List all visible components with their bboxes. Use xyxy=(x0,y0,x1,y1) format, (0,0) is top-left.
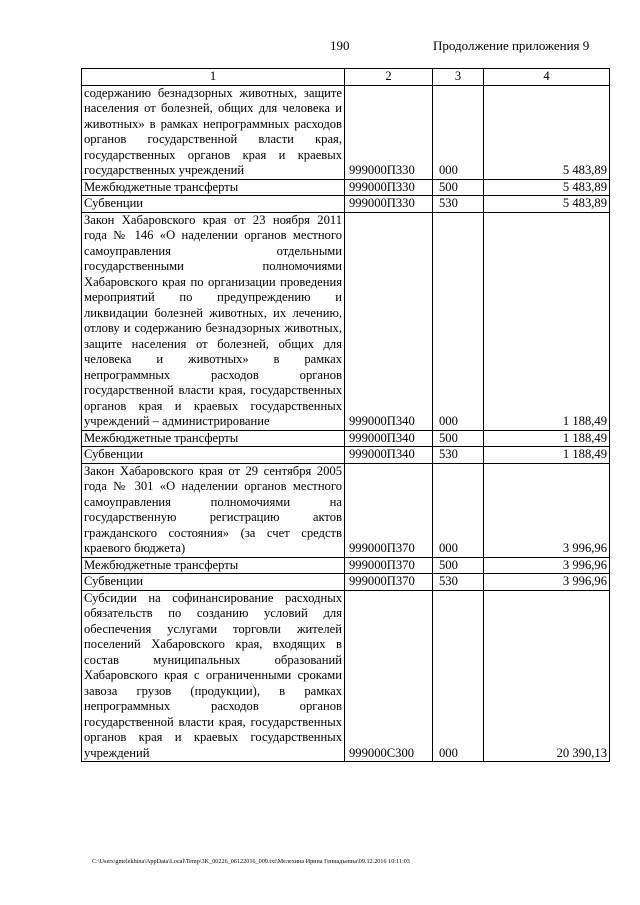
row-target-code: 999000П330 xyxy=(345,85,433,179)
row-name: Закон Хабаровского края от 23 ноября 2011 года № 146 «О наделении органов местного самоуправления отдельными государственными полномочиями Хабаровского края по организации проведения мероприятий по предупреждению и ликвидации болезней животных, их лечению, отлову и содержанию безнадзорных животных, защите населения от болезней, общих для человека и животных» в рамках непрограммных расходов органов государственной власти края, государственных органов края и краевых государственных учреждений – администрирование xyxy=(82,212,345,430)
row-amount: 5 483,89 xyxy=(484,85,610,179)
table-row xyxy=(82,574,610,591)
row-name: Субвенции xyxy=(82,196,345,213)
row-target-code: 999000П330 xyxy=(345,196,433,213)
budget-table xyxy=(81,68,610,762)
column-header-4: 4 xyxy=(484,69,610,86)
row-expense-type: 000 xyxy=(433,212,484,430)
column-header-2: 2 xyxy=(345,69,433,86)
row-amount: 1 188,49 xyxy=(484,430,610,447)
row-name: содержанию безнадзорных животных, защите населения от болезней, общих для человека и животных» в рамках непрограммных расходов органов государственной власти края, государственных органов края и краевых государственных учреждений xyxy=(82,85,345,179)
row-expense-type: 530 xyxy=(433,574,484,591)
table-row xyxy=(82,196,610,213)
file-path-footer: C:\Users\gmelekhina\AppData\Local\Temp\3K_00226_06122016_009.txt\Мелехина Ирина Геннадьевна\09.12.2016 10:11:03 xyxy=(92,858,410,865)
table-row xyxy=(82,463,610,557)
page-number: 190 xyxy=(330,38,350,53)
row-name: Межбюджетные трансферты xyxy=(82,557,345,574)
row-expense-type: 500 xyxy=(433,557,484,574)
row-target-code: 999000П370 xyxy=(345,574,433,591)
row-amount: 5 483,89 xyxy=(484,196,610,213)
row-expense-type: 500 xyxy=(433,179,484,196)
row-expense-type: 500 xyxy=(433,430,484,447)
table-row xyxy=(82,179,610,196)
row-expense-type: 000 xyxy=(433,463,484,557)
column-header-3: 3 xyxy=(433,69,484,86)
row-amount: 5 483,89 xyxy=(484,179,610,196)
table-row xyxy=(82,85,610,179)
row-name: Межбюджетные трансферты xyxy=(82,179,345,196)
row-amount: 20 390,13 xyxy=(484,590,610,762)
row-amount: 1 188,49 xyxy=(484,212,610,430)
row-target-code: 999000С300 xyxy=(345,590,433,762)
row-target-code: 999000П370 xyxy=(345,557,433,574)
row-target-code: 999000П340 xyxy=(345,447,433,464)
row-expense-type: 000 xyxy=(433,590,484,762)
table-row xyxy=(82,590,610,762)
row-target-code: 999000П340 xyxy=(345,212,433,430)
row-expense-type: 530 xyxy=(433,447,484,464)
table-row xyxy=(82,447,610,464)
row-target-code: 999000П340 xyxy=(345,430,433,447)
row-name: Субвенции xyxy=(82,574,345,591)
row-amount: 3 996,96 xyxy=(484,463,610,557)
row-name: Межбюджетные трансферты xyxy=(82,430,345,447)
table-row xyxy=(82,430,610,447)
row-amount: 3 996,96 xyxy=(484,574,610,591)
row-amount: 3 996,96 xyxy=(484,557,610,574)
row-expense-type: 000 xyxy=(433,85,484,179)
row-name: Субвенции xyxy=(82,447,345,464)
row-expense-type: 530 xyxy=(433,196,484,213)
row-name: Закон Хабаровского края от 29 сентября 2005 года № 301 «О наделении органов местного самоуправления полномочиями на государственную регистрацию актов гражданского состояния» (за счет средств краевого бюджета) xyxy=(82,463,345,557)
column-header-1: 1 xyxy=(82,69,345,86)
row-target-code: 999000П330 xyxy=(345,179,433,196)
table-row xyxy=(82,212,610,430)
row-name: Субсидии на софинансирование расходных обязательств по созданию условий для обеспечения услугами торговли жителей поселений Хабаровского края, входящих в состав муниципальных образований Хабаровского края с ограниченными сроками завоза грузов (продукции), в рамках непрограммных расходов органов государственной власти края, государственных органов края и краевых государственных учреждений xyxy=(82,590,345,762)
table-row xyxy=(82,557,610,574)
row-target-code: 999000П370 xyxy=(345,463,433,557)
row-amount: 1 188,49 xyxy=(484,447,610,464)
appendix-continuation-note: Продолжение приложения 9 xyxy=(433,38,590,53)
table-header-row xyxy=(82,69,610,86)
